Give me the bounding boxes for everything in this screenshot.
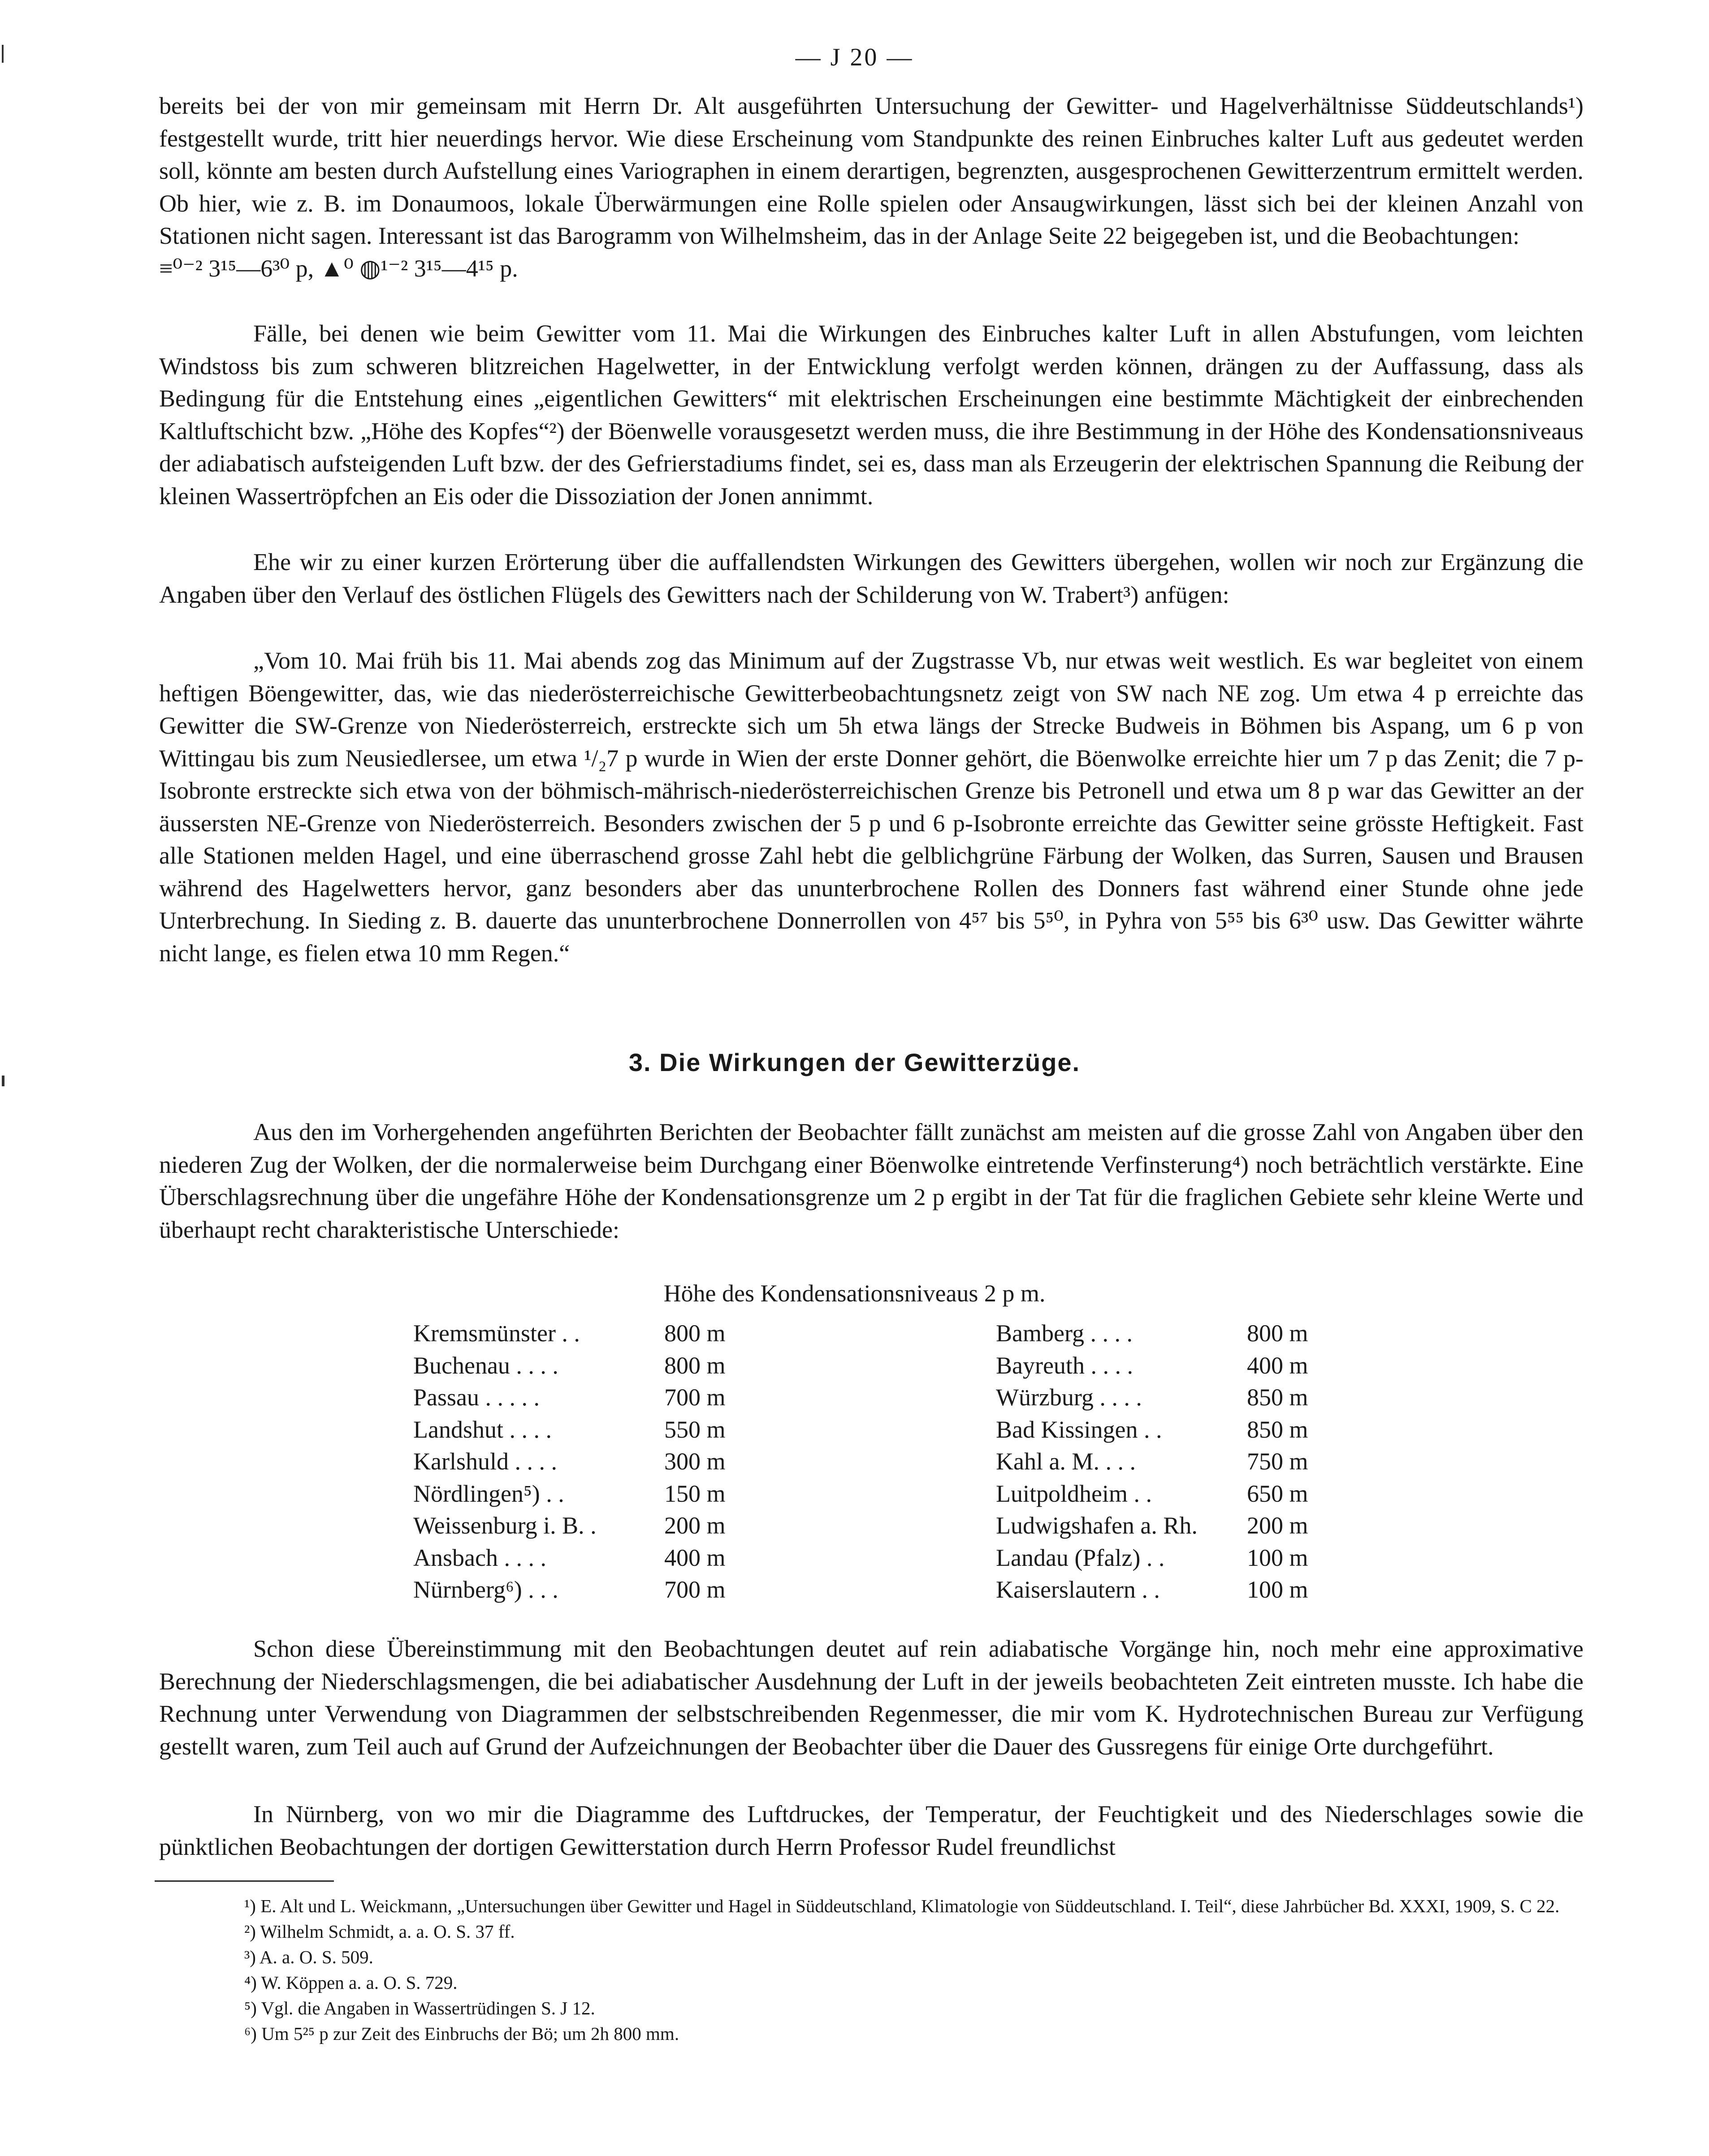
footnote-2: ²) Wilhelm Schmidt, a. a. O. S. 37 ff.	[244, 1921, 515, 1942]
table-row	[413, 1350, 763, 1382]
table-row	[413, 1414, 763, 1446]
table-row	[996, 1382, 1346, 1414]
footnote-4: ⁴) W. Köppen a. a. O. S. 729.	[244, 1972, 458, 1993]
table-row	[996, 1446, 1346, 1478]
condensation-height: 150 m	[664, 1480, 726, 1507]
station-name: Kaiserslautern . .	[996, 1576, 1160, 1603]
footnote-1: ¹) E. Alt und L. Weickmann, „Untersuchungen über Gewitter und Hagel in Süddeutschland, Klimatologie von Süddeutschland. I. Teil“, diese Jahrbücher Bd. XXXI, 1909, S. C 22.	[244, 1896, 1560, 1916]
condensation-height: 400 m	[664, 1544, 726, 1571]
station-name: Bayreuth . . . .	[996, 1352, 1133, 1379]
paragraph-3: Ehe wir zu einer kurzen Erörterung über die auffallendsten Wirkungen des Gewitters übergehen, wollen wir noch zur Ergänzung die Angaben über den Verlauf des östlichen Flügels des Gewitters nach der Schilderung von W. Trabert³) anfügen:	[159, 549, 1584, 608]
table-row	[996, 1478, 1346, 1510]
condensation-height: 800 m	[1247, 1320, 1308, 1347]
condensation-height: 850 m	[1247, 1384, 1308, 1411]
paragraph-block-5	[159, 1116, 1584, 1246]
table-left-column	[413, 1318, 763, 1606]
table-row	[996, 1350, 1346, 1382]
paragraph-1: bereits bei der von mir gemeinsam mit Herrn Dr. Alt ausgeführten Untersuchung der Gewitter- und Hagelverhältnisse Süddeutschlands¹) festgestellt wurde, tritt hier neuerdings hervor. Wie diese Erscheinung vom Standpunkte des reinen Einbruches kalter Luft aus gedeutet werden soll, könnte am besten durch Aufstellung eines Variographen in einem derartigen, begrenzten, ausgesprochenen Gewitterzentrum ermittelt werden. Ob hier, wie z. B. im Donaumoos, lokale Überwärmungen eine Rolle spielen oder Ansaugwirkungen, lässt sich bei der kleinen Anzahl von Stationen nicht sagen. Interessant ist das Barogramm von Wilhelmsheim, das in der Anlage Seite 22 beigegeben ist, und die Beobachtungen:	[159, 92, 1584, 249]
footnote-6: ⁶) Um 5²⁵ p zur Zeit des Einbruchs der Bö; um 2h 800 mm.	[244, 2023, 679, 2044]
station-name: Karlshuld . . . .	[413, 1448, 557, 1475]
paragraph-block-4	[159, 644, 1584, 969]
station-name: Bad Kissingen . .	[996, 1416, 1162, 1443]
table-row	[996, 1318, 1346, 1350]
paragraph-block-3	[159, 546, 1584, 611]
station-name: Nürnberg⁶) . . .	[413, 1576, 558, 1603]
footnote-5: ⁵) Vgl. die Angaben in Wassertrüdingen S. J 12.	[244, 1998, 595, 2018]
table-row	[996, 1574, 1346, 1606]
table-row	[413, 1478, 763, 1510]
station-name: Kahl a. M. . . .	[996, 1448, 1136, 1475]
page-number: — J 20 —	[795, 43, 914, 71]
station-name: Ludwigshafen a. Rh.	[996, 1512, 1198, 1539]
station-name: Ansbach . . . .	[413, 1544, 546, 1571]
paragraph-block-7	[159, 1798, 1584, 1863]
paragraph-6: Schon diese Übereinstimmung mit den Beobachtungen deutet auf rein adiabatische Vorgänge hin, noch mehr eine approximative Berechnung der Niederschlagsmengen, die bei adiabatischer Ausdehnung der Luft in der jeweils beobachteten Zeit eintreten musste. Ich habe die Rechnung unter Verwendung von Diagrammen der selbstschreibenden Regenmesser, die mir vom K. Hydrotechnischen Bureau zur Verfügung gestellt waren, zum Teil auch auf Grund der Aufzeichnungen der Beobachter über die Dauer des Gussregens für einige Orte durchgeführt.	[159, 1635, 1584, 1760]
station-name: Nördlingen⁵) . .	[413, 1480, 564, 1507]
station-name: Kremsmünster . .	[413, 1320, 580, 1347]
table-caption: Höhe des Kondensationsniveaus 2 p m.	[663, 1280, 1046, 1307]
condensation-height: 550 m	[664, 1416, 726, 1443]
table-row	[413, 1382, 763, 1414]
table-row	[413, 1574, 763, 1606]
paragraph-block-6	[159, 1633, 1584, 1763]
station-name: Weissenburg i. B. .	[413, 1512, 597, 1539]
paragraph-7: In Nürnberg, von wo mir die Diagramme des Luftdruckes, der Temperatur, der Feuchtigkeit und des Niederschlages sowie die pünktlichen Beobachtungen der dortigen Gewitterstation durch Herrn Professor Rudel freundlichst	[159, 1801, 1584, 1860]
condensation-height: 800 m	[664, 1352, 726, 1379]
station-name: Passau . . . . .	[413, 1384, 540, 1411]
condensation-height: 200 m	[1247, 1512, 1308, 1539]
condensation-height: 200 m	[664, 1512, 726, 1539]
condensation-height: 100 m	[1247, 1576, 1308, 1603]
footnote-3: ³) A. a. O. S. 509.	[244, 1947, 373, 1967]
table-row	[413, 1542, 763, 1574]
station-name: Landshut . . . .	[413, 1416, 552, 1443]
table-row	[996, 1542, 1346, 1574]
paragraph-continuation	[159, 90, 1584, 285]
observation-line: ≡⁰⁻² 3¹⁵—6³⁰ p, ▲⁰ ◍¹⁻² 3¹⁵—4¹⁵ p.	[159, 255, 518, 282]
station-name: Luitpoldheim . .	[996, 1480, 1152, 1507]
condensation-height: 400 m	[1247, 1352, 1308, 1379]
table-row	[996, 1510, 1346, 1542]
table-row	[413, 1446, 763, 1478]
condensation-height: 800 m	[664, 1320, 726, 1347]
section-heading: 3. Die Wirkungen der Gewitterzüge.	[628, 1048, 1081, 1076]
station-name: Würzburg . . . .	[996, 1384, 1142, 1411]
quoted-paragraph: „Vom 10. Mai früh bis 11. Mai abends zog das Minimum auf der Zugstrasse Vb, nur etwas weit westlich. Es war begleitet von einem heftigen Böengewitter, das, wie das niederösterreichische Gewitterbeobachtungsnetz zeigt von SW nach NE zog. Um etwa 4 p erreichte das Gewitter die SW-Grenze von Niederösterreich, erstreckte sich um 5h etwa längs der Strecke Budweis in Böhmen bis Aspang, um 6 p von Wittingau bis zum Neusiedlersee, um etwa ¹/₂7 p wurde in Wien der erste Donner gehört, die Böenwolke erreichte hier um 7 p das Zenit; die 7 p-Isobronte erstreckte sich etwa von der böhmisch-mährisch-niederösterreichischen Grenze bis Petronell und etwa um 8 p war das Gewitter an der äussersten NE-Grenze von Niederösterreich. Besonders zwischen der 5 p und 6 p-Isobronte erreichte das Gewitter seine grösste Heftigkeit. Fast alle Stationen melden Hagel, und eine überraschend grosse Zahl hebt die gelblichgrüne Färbung der Wolken, das Surren, Sausen und Brausen während des Hagelwetters hervor, ganz besonders aber das ununterbrochene Rollen des Donners fast während einer Stunde ohne jede Unterbrechung. In Sieding z. B. dauerte das ununterbrochene Donnerrollen von 4⁵⁷ bis 5⁵⁰, in Pyhra von 5⁵⁵ bis 6³⁰ usw. Das Gewitter währte nicht lange, es fielen etwa 10 mm Regen.“	[159, 647, 1584, 967]
footnote-divider	[155, 1880, 334, 1882]
condensation-height: 850 m	[1247, 1416, 1308, 1443]
footnotes	[155, 1893, 1584, 2047]
paragraph-block-2	[159, 317, 1584, 512]
station-name: Bamberg . . . .	[996, 1320, 1133, 1347]
condensation-height: 700 m	[664, 1576, 726, 1603]
condensation-height: 300 m	[664, 1448, 726, 1475]
table-row	[413, 1510, 763, 1542]
scan-edge-mark	[2, 45, 4, 63]
scan-edge-mark	[2, 1076, 4, 1086]
paragraph-5: Aus den im Vorhergehenden angeführten Berichten der Beobachter fällt zunächst am meisten auf die grosse Zahl von Angaben über den niederen Zug der Wolken, der die normalerweise beim Durchgang einer Böenwolke eintretende Verfinsterung⁴) noch beträchtlich verstärkte. Eine Überschlagsrechnung über die ungefähre Höhe der Kondensationsgrenze um 2 p ergibt in der Tat für die fraglichen Gebiete sehr kleine Werte und überhaupt recht charakteristische Unterschiede:	[159, 1119, 1584, 1243]
condensation-height: 100 m	[1247, 1544, 1308, 1571]
condensation-height: 650 m	[1247, 1480, 1308, 1507]
paragraph-2: Fälle, bei denen wie beim Gewitter vom 11. Mai die Wirkungen des Einbruches kalter Luft in allen Abstufungen, vom leichten Windstoss bis zum schweren blitzreichen Hagelwetter, in der Entwicklung verfolgt werden können, drängen zu der Auffassung, dass als Bedingung für die Entstehung eines „eigentlichen Gewitters“ mit elektrischen Erscheinungen eine bestimmte Mächtigkeit der einbrechenden Kaltluftschicht bzw. „Höhe des Kopfes“²) der Böenwelle vorausgesetzt werden muss, die ihre Bestimmung in der Höhe des Kondensationsniveaus der adiabatisch aufsteigenden Luft bzw. der des Gefrierstadiums findet, sei es, dass man als Erzeugerin der elektrischen Spannung die Reibung der kleinen Wassertröpfchen an Eis oder die Dissoziation der Jonen annimmt.	[159, 320, 1584, 510]
table-row	[413, 1318, 763, 1350]
condensation-height: 700 m	[664, 1384, 726, 1411]
condensation-height: 750 m	[1247, 1448, 1308, 1475]
station-name: Buchenau . . . .	[413, 1352, 558, 1379]
table-right-column	[996, 1318, 1346, 1606]
table-row	[996, 1414, 1346, 1446]
station-name: Landau (Pfalz) . .	[996, 1544, 1165, 1571]
